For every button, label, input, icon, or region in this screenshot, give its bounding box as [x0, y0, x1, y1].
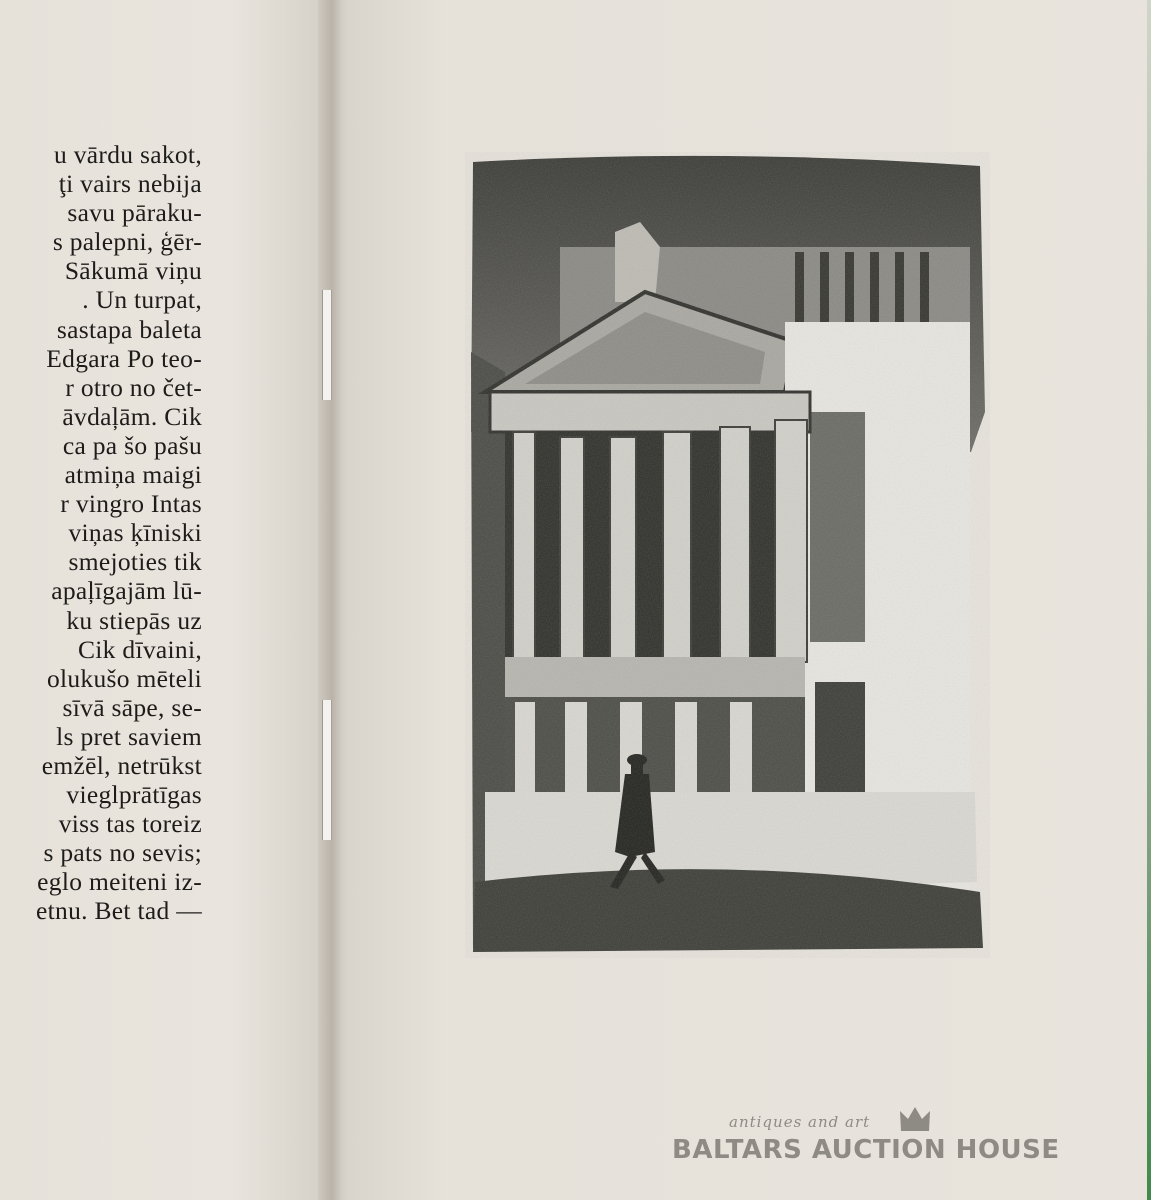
binding-stitch [322, 290, 332, 400]
text-line: smejoties tik [68, 547, 202, 577]
text-line: s palepni, ģēr- [52, 227, 202, 257]
text-line: atmiņa maigi [64, 460, 202, 490]
body-text [0, 140, 202, 926]
text-line: viņas ķīniski [68, 518, 202, 548]
text-line: r vingro Intas [60, 489, 202, 519]
text-line: vieglprātīgas [66, 780, 202, 810]
watermark [672, 1105, 1072, 1175]
binding-stitch [322, 700, 332, 840]
text-line: Sākumā viņu [64, 256, 202, 286]
watermark-tagline: antiques and art [729, 1113, 871, 1131]
text-line: sīvā sāpe, se- [62, 692, 202, 722]
watermark-name: BALTARS AUCTION HOUSE [672, 1135, 1060, 1165]
text-line: apaļīgajām lū- [51, 576, 202, 606]
left-page [0, 0, 330, 1200]
text-line: r otro no čet- [65, 372, 202, 402]
text-line: s pats no sevis; [43, 838, 202, 868]
text-line: āvdaļām. Cik [62, 401, 202, 431]
text-line: emžēl, netrūkst [41, 750, 202, 780]
text-line: ku stiepās uz [66, 605, 202, 635]
theatre-lithograph [465, 152, 990, 958]
background-edge [1147, 0, 1151, 1200]
text-line: Cik dīvaini, [77, 634, 202, 664]
text-line: eglo meiteni iz- [37, 867, 202, 897]
text-line: ls pret saviem [56, 721, 202, 751]
text-line: ca pa šo pašu [62, 430, 202, 460]
text-line: etnu. Bet tad — [36, 896, 202, 926]
text-line: savu pāraku- [67, 198, 202, 228]
crown-icon [898, 1105, 932, 1135]
text-line: ţi vairs nebija [58, 169, 202, 199]
text-line: . Un turpat, [82, 285, 202, 315]
text-line: olukušo mēteli [46, 663, 202, 693]
text-line: Edgara Po teo- [46, 343, 202, 373]
text-line: sastapa baleta [56, 314, 202, 344]
text-line: u vārdu sakot, [54, 140, 202, 169]
text-line: viss tas toreiz [58, 809, 202, 839]
